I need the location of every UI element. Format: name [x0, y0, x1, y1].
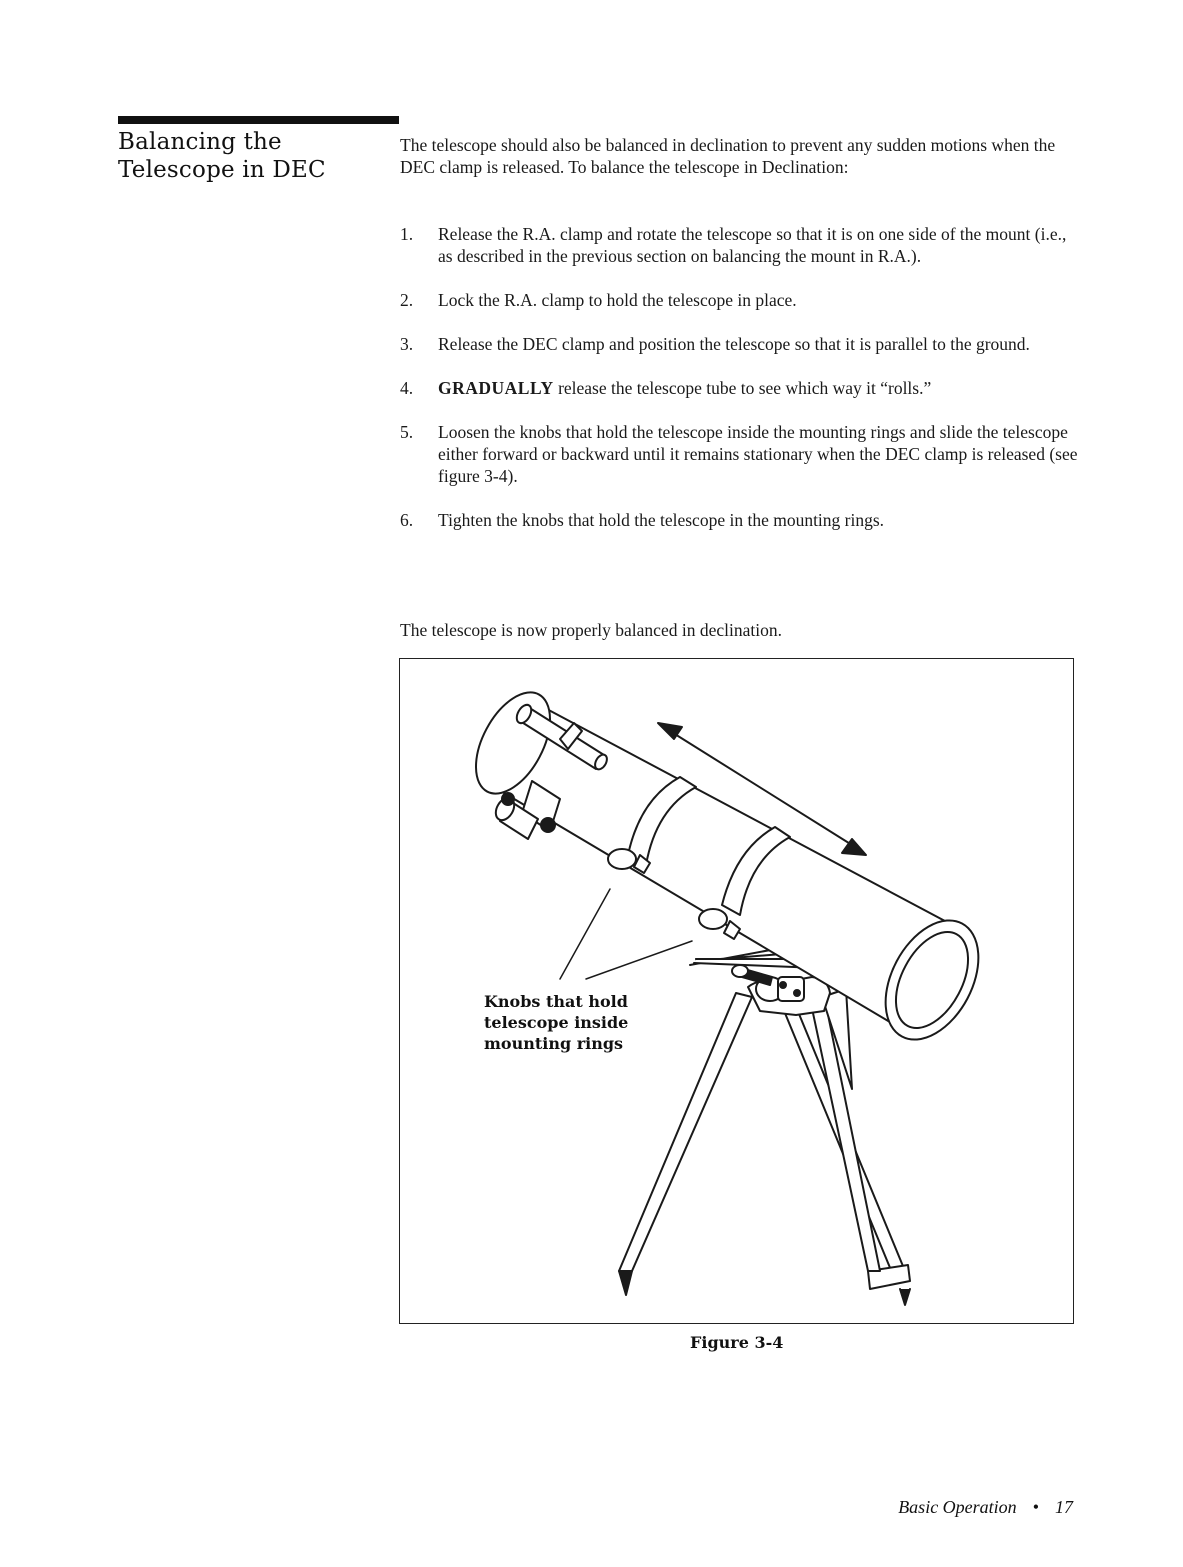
step-text: Release the DEC clamp and position the telescope so that it is parallel to the ground.: [438, 334, 1030, 354]
step-text: release the telescope tube to see which way it “rolls.”: [553, 378, 932, 398]
figure-frame: [399, 658, 1074, 1324]
list-item: [400, 289, 1080, 311]
step-text: Lock the R.A. clamp to hold the telescope in place.: [438, 290, 797, 310]
section-rule: [118, 116, 399, 124]
footer-section-title: Basic Operation: [898, 1497, 1017, 1517]
step-number: 2.: [400, 290, 414, 310]
step-number: 3.: [400, 334, 414, 354]
steps-list: [400, 223, 1080, 553]
conclusion-paragraph: The telescope is now properly balanced in declination.: [400, 620, 782, 640]
step-number: 1.: [400, 224, 414, 244]
callout-leader-lines: [560, 889, 692, 979]
page-footer: [898, 1497, 1073, 1518]
figure-callout-label: Knobs that hold telescope inside mounting rings: [484, 992, 629, 1053]
footer-bullet: •: [1032, 1497, 1039, 1517]
step-number: 6.: [400, 510, 414, 530]
step-number: 4.: [400, 378, 414, 398]
step-emphasis: GRADUALLY: [438, 378, 554, 398]
step-text: Release the R.A. clamp and rotate the telescope so that it is on one side of the mount (i.e., as described in the previous section on balancing the mount in R.A.).: [438, 224, 1067, 266]
intro-paragraph: The telescope should also be balanced in declination to prevent any sudden motions when the DEC clamp is released. To balance the telescope in Declination:: [400, 135, 1056, 177]
figure-caption: Figure 3-4: [690, 1333, 784, 1352]
section-heading: Balancing the Telescope in DEC: [118, 129, 326, 183]
page-number: 17: [1055, 1497, 1073, 1517]
list-item: [400, 223, 1080, 267]
step-text: Tighten the knobs that hold the telescope in the mounting rings.: [438, 510, 885, 530]
step-number: 5.: [400, 422, 414, 442]
knob-icon: [699, 909, 727, 929]
list-item: [400, 421, 1080, 487]
list-item: [400, 377, 1080, 399]
list-item: [400, 333, 1080, 355]
step-text: Loosen the knobs that hold the telescope inside the mounting rings and slide the telescope either forward or backward until it remains stationary when the DEC clamp is released (see figure 3-4).: [438, 422, 1078, 486]
knob-icon: [608, 849, 636, 869]
list-item: [400, 509, 1080, 531]
